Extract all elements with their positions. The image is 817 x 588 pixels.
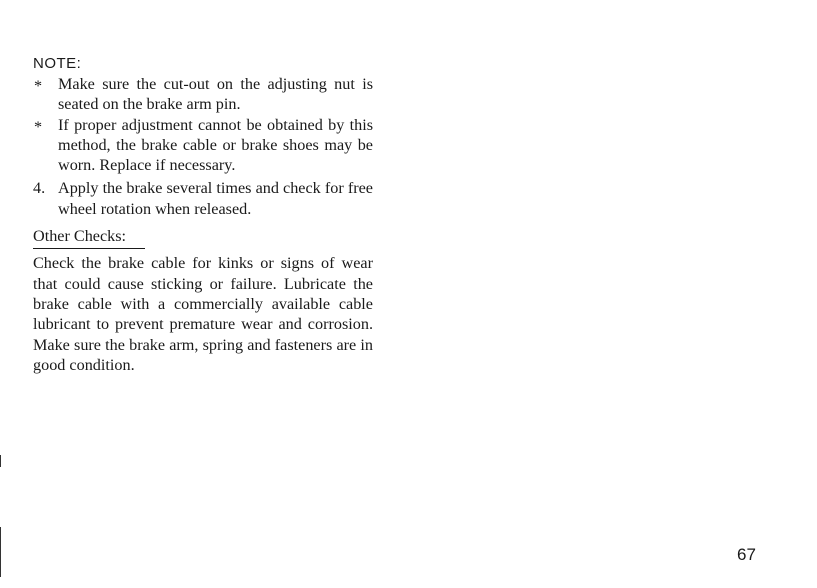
bullet-marker: *	[34, 77, 43, 95]
body-paragraph: Check the brake cable for kinks or signs of wear that could cause sticking or failure. Lubricate the brake cable with a commercially available cable lubricant to prevent premature wear and corrosion. Make sure the brake arm, spring and fasteners are in good condition.	[33, 254, 373, 374]
note-bullet-text: Make sure the cut-out on the adjusting nut is seated on the brake arm pin.	[58, 75, 373, 114]
note-label: NOTE:	[33, 55, 82, 72]
page-number: 67	[737, 545, 756, 564]
section-heading: Other Checks:	[33, 227, 127, 246]
text-column	[33, 54, 373, 375]
step-text: Apply the brake several times and check for free wheel rotation when released.	[58, 179, 373, 218]
section-heading-underline	[33, 226, 145, 249]
note-bullet	[33, 74, 373, 115]
note-bullet	[33, 115, 373, 176]
step-item	[33, 178, 373, 219]
step-number: 4.	[33, 179, 46, 198]
bullet-marker: *	[34, 117, 43, 136]
note-bullet-text: If proper adjustment cannot be obtained by this method, the brake cable or brake shoes may be worn. Replace if necessary.	[58, 115, 373, 175]
scan-edge-mark	[0, 455, 1, 467]
scan-edge-mark	[0, 527, 1, 577]
